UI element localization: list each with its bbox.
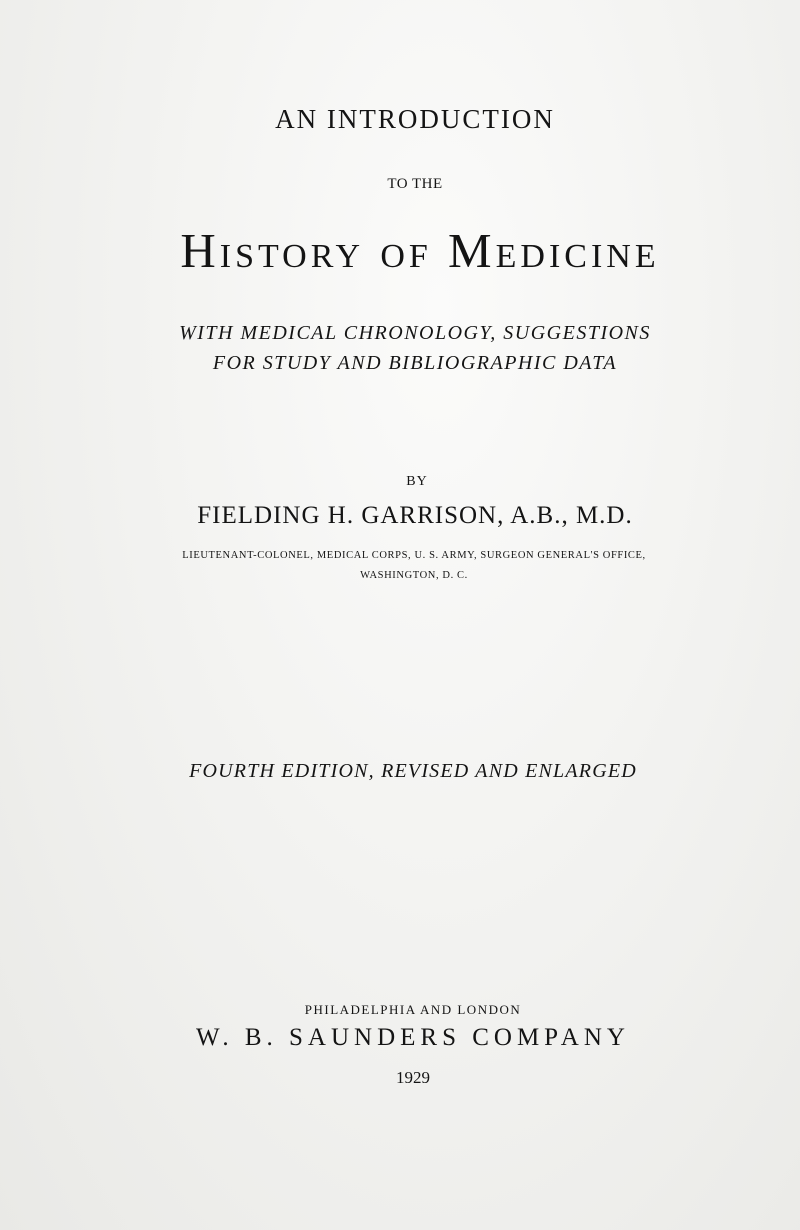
author-city: WASHINGTON, D. C. (360, 570, 468, 581)
by-line: BY (406, 474, 428, 489)
title-connector: TO THE (387, 176, 443, 192)
edition-statement: FOURTH EDITION, REVISED AND ENLARGED (189, 760, 637, 782)
publication-place: PHILADELPHIA AND LONDON (304, 1002, 522, 1017)
book-title: History of Medicine (180, 223, 660, 278)
publisher-name: W. B. SAUNDERS COMPANY (196, 1024, 630, 1051)
author-rank: LIEUTENANT-COLONEL, MEDICAL CORPS, U. S. ARMY, SURGEON GENERAL'S OFFICE, (182, 550, 646, 561)
title-intro: AN INTRODUCTION (275, 104, 555, 134)
publication-year: 1929 (396, 1068, 430, 1087)
subtitle-line-1: WITH MEDICAL CHRONOLOGY, SUGGESTIONS (179, 322, 651, 344)
author-name: FIELDING H. GARRISON, A.B., M.D. (197, 502, 633, 529)
subtitle-line-2: FOR STUDY AND BIBLIOGRAPHIC DATA (212, 352, 618, 374)
